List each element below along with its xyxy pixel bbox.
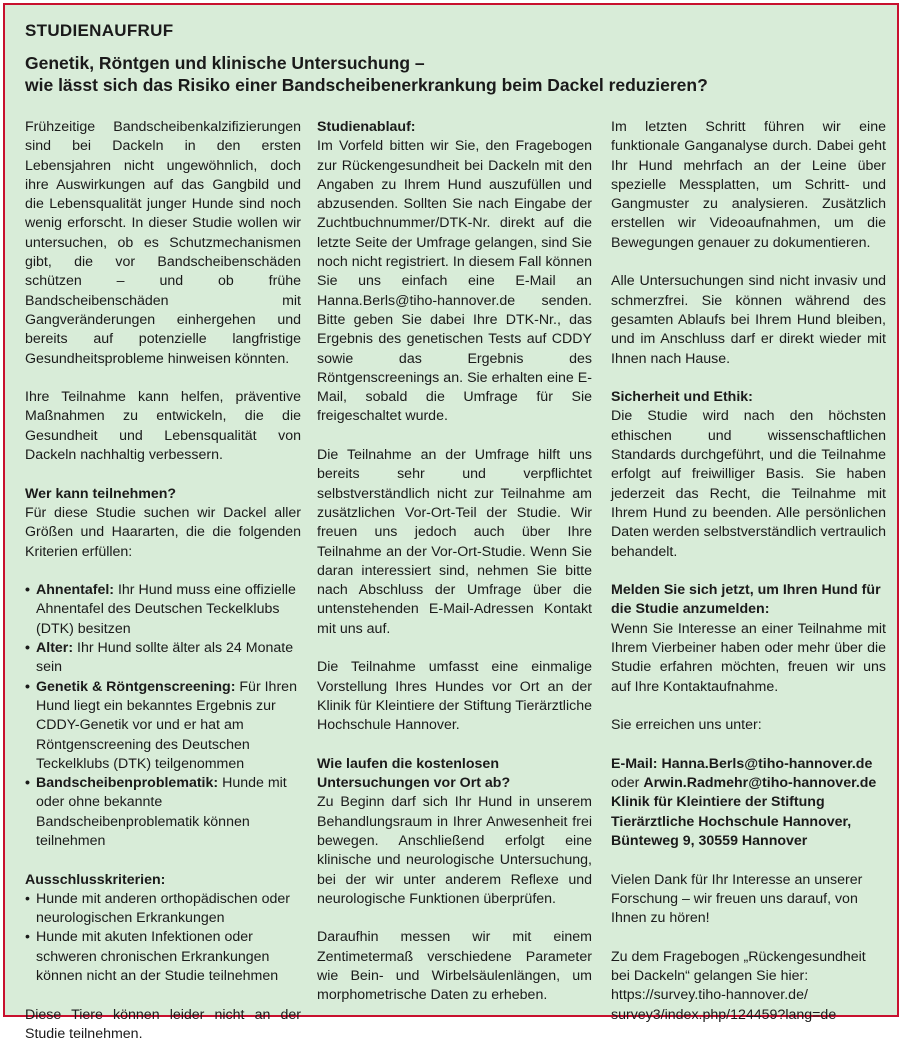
- intro-paragraph: Frühzeitige Bandscheibenkalzifizierungen sind bei Dackeln in den ersten Lebensjahren nicht ungewöhnlich, doch ihre Auswirkungen auf das Gangbild und die Lebensqualität junger Hunde sind noch wenig erforscht. In dieser Studie wollen wir untersuchen, ob es Schutzmechanismen gibt, die vor Bandscheibenschäden schützen – und ob frühe Bandscheibenschäden mit Gangveränderungen einhergehen und bereits auf potenzielle langfristige Gesundheitsprobleme hinweisen könnten.: [25, 119, 301, 367]
- criteria-item: [25, 581, 301, 639]
- address-line: Bünteweg 9, 30559 Hannover: [611, 832, 808, 849]
- thanks-paragraph: Vielen Dank für Ihr Interesse an unserer Forschung – wir freuen uns darauf, von Ihnen zu hören!: [611, 871, 863, 927]
- exclusion-list: [25, 890, 301, 986]
- criteria-label: Ahnentafel:: [36, 582, 115, 599]
- kicker-label: STUDIENAUFRUF: [25, 21, 174, 40]
- link-section: [611, 948, 886, 1025]
- safety-section: [611, 388, 886, 562]
- column-middle: [317, 118, 592, 1025]
- column-left: [25, 118, 301, 1064]
- participation-paragraph: Ihre Teilnahme kann helfen, präventive Maßnahmen zu entwickeln, die die Gesundheit und Lebensqualität von Dackeln nachhaltig verbessern.: [25, 389, 301, 464]
- reach-text: Sie erreichen uns unter:: [611, 717, 762, 734]
- email-link-secondary[interactable]: Arwin.Radmehr@tiho-hannover.de: [643, 775, 877, 792]
- criteria-text: Für Ihren Hund liegt ein bekanntes Ergebnis zur CDDY-Genetik vor und er hat am Röntgenscreening des Deutschen Teckelklubs (DTK) teilgenommen: [36, 678, 297, 772]
- criteria-item: [25, 678, 301, 774]
- measure-paragraph: Daraufhin messen wir mit einem Zentimetermaß verschiedene Parameter wie Bein- und Wirbelsäulenlängen, um morphometrische Daten zu erheben.: [317, 929, 592, 1004]
- criteria-text: Ihr Hund muss eine offizielle Ahnentafel des Deutschen Teckelklubs (DTK) besitzen: [36, 582, 296, 637]
- signup-section: [611, 581, 886, 697]
- exclusion-item: • Hunde mit akuten Infektionen oder schweren chronischen Erkrankungen können nicht an der Studie teilnehmen: [25, 928, 301, 986]
- criteria-label: Genetik & Röntgenscreening:: [36, 678, 236, 695]
- clinic-line-1: Klinik für Kleintiere der Stiftung: [611, 794, 825, 811]
- process-section: [317, 118, 592, 427]
- headline: [25, 52, 885, 96]
- gait-paragraph: Im letzten Schritt führen wir eine funktionale Ganganalyse durch. Dabei geht Ihr Hund mehrfach an der Leine über spezielle Messplatten, um Schritt- und Gangmuster zu analysieren. Zusätzlich erstellen wir Videoaufnahmen, um die Bewegungen genauer zu dokumentieren.: [611, 119, 886, 251]
- link-intro: Zu dem Fragebogen „Rückengesundheit bei Dackeln“ gelangen Sie hier:: [611, 948, 866, 985]
- safety-text: Die Studie wird nach den höchsten ethischen und wissenschaftlichen Standards durchgeführt, und die Teilnahme erfolgt auf freiwilliger Basis. Sie haben jederzeit das Recht, die Teilnahme mit Ihrem Hund zu beenden. Alle persönlichen Daten werden selbstverständlich vertraulich behandelt.: [611, 408, 886, 560]
- who-section: [25, 485, 301, 562]
- headline-line-2: wie lässt sich das Risiko einer Bandscheibenerkrankung beim Dackel reduzieren?: [25, 75, 708, 95]
- process-text: Im Vorfeld bitten wir Sie, den Fragebogen zur Rückengesundheit bei Dackeln mit den Angaben zu Ihrem Hund auszufüllen und abzusenden. Sollten Sie nach Eingabe der Zuchtbuchnummer/DTK-Nr. direkt auf die letzte Seite der Umfrage gelangen, sind Sie noch nicht registriert. In diesem Fall können Sie uns einfach eine E-Mail an Hanna.Berls@tiho-hannover.de senden. Bitte geben Sie dabei Ihre DTK-Nr., das Ergebnis des genetischen Tests auf CDDY sowie das Ergebnis des Röntgenscreenings an. Sie erhalten eine E-Mail, sobald die Umfrage für Sie freigeschaltet wurde.: [317, 138, 592, 425]
- exclusion-note: Diese Tiere können leider nicht an der Studie teilnehmen.: [25, 1006, 301, 1042]
- exam-heading: Wie laufen die kostenlosen Untersuchungen vor Ort ab?: [317, 755, 511, 792]
- headline-line-1: Genetik, Röntgen und klinische Untersuchung –: [25, 53, 425, 73]
- survey-link-line-1[interactable]: https://survey.tiho-hannover.de/: [611, 987, 808, 1004]
- exclusion-item: • Hunde mit anderen orthopädischen oder neurologischen Erkrankungen: [25, 890, 301, 929]
- column-right: [611, 118, 886, 1044]
- or-text: oder: [611, 775, 644, 792]
- contact-block: [611, 755, 886, 851]
- noninvasive-paragraph: Alle Untersuchungen sind nicht invasiv und schmerzfrei. Sie können während des gesamten Ablaufs bei Ihrem Hund bleiben, und im Anschluss darf er direkt wieder mit Ihnen nach Hause.: [611, 273, 886, 367]
- clinic-line-2: Tierärztliche Hochschule Hannover,: [611, 813, 852, 830]
- exclusion-heading: Ausschlusskriterien:: [25, 871, 166, 888]
- criteria-text: Hunde mit oder ohne bekannte Bandscheibenproblematik können teilnehmen: [36, 775, 287, 849]
- survey-paragraph: Die Teilnahme an der Umfrage hilft uns bereits sehr und verpflichtet selbstverständlich nicht zur Teilnahme am zusätzlichen Vor-Ort-Teil der Studie. Wir freuen uns jedoch auch über Ihre Teilnahme an der Vor-Ort-Studie. Wenn Sie daran interessiert sind, nehmen Sie bitte nach Abschluss der Umfrage über die untenstehenden E-Mail-Adressen Kontakt mit uns auf.: [317, 447, 592, 637]
- exam-section: [317, 755, 592, 909]
- process-heading: Studienablauf:: [317, 119, 416, 135]
- criteria-text: Ihr Hund sollte älter als 24 Monate sein: [36, 640, 294, 676]
- visit-paragraph: Die Teilnahme umfasst eine einmalige Vorstellung Ihres Hundes vor Ort an der Klinik für Kleintiere der Stiftung Tierärztliche Hochschule Hannover.: [317, 659, 592, 734]
- criteria-label: Bandscheibenproblematik:: [36, 775, 219, 792]
- signup-heading: Melden Sie sich jetzt, um Ihren Hund für die Studie anzumelden:: [611, 582, 881, 618]
- criteria-item: [25, 774, 301, 851]
- criteria-label: Alter:: [36, 640, 74, 657]
- criteria-list: [25, 581, 301, 851]
- study-call-box: [3, 3, 899, 1042]
- who-text: Für diese Studie suchen wir Dackel aller Größen und Haararten, die die folgenden Kriterien erfüllen:: [25, 504, 301, 560]
- exam-text: Zu Beginn darf sich Ihr Hund in unserem Behandlungsraum in Ihrer Anwesenheit frei bewegen. Anschließend erfolgt eine klinische und neurologische Untersuchung, bei der wir unter anderem Reflexe und neurologische Funktionen überprüfen.: [317, 794, 592, 907]
- criteria-item: [25, 639, 301, 678]
- email-link-primary[interactable]: E-Mail: Hanna.Berls@tiho-hannover.de: [611, 755, 873, 772]
- safety-heading: Sicherheit und Ethik:: [611, 389, 753, 406]
- survey-link-line-2[interactable]: survey3/index.php/124459?lang=de: [611, 1006, 837, 1023]
- signup-text: Wenn Sie Interesse an einer Teilnahme mit Ihrem Vierbeiner haben oder mehr über die Studie erfahren möchten, freuen wir uns auf Ihre Kontaktaufnahme.: [611, 620, 886, 695]
- who-heading: Wer kann teilnehmen?: [25, 485, 177, 502]
